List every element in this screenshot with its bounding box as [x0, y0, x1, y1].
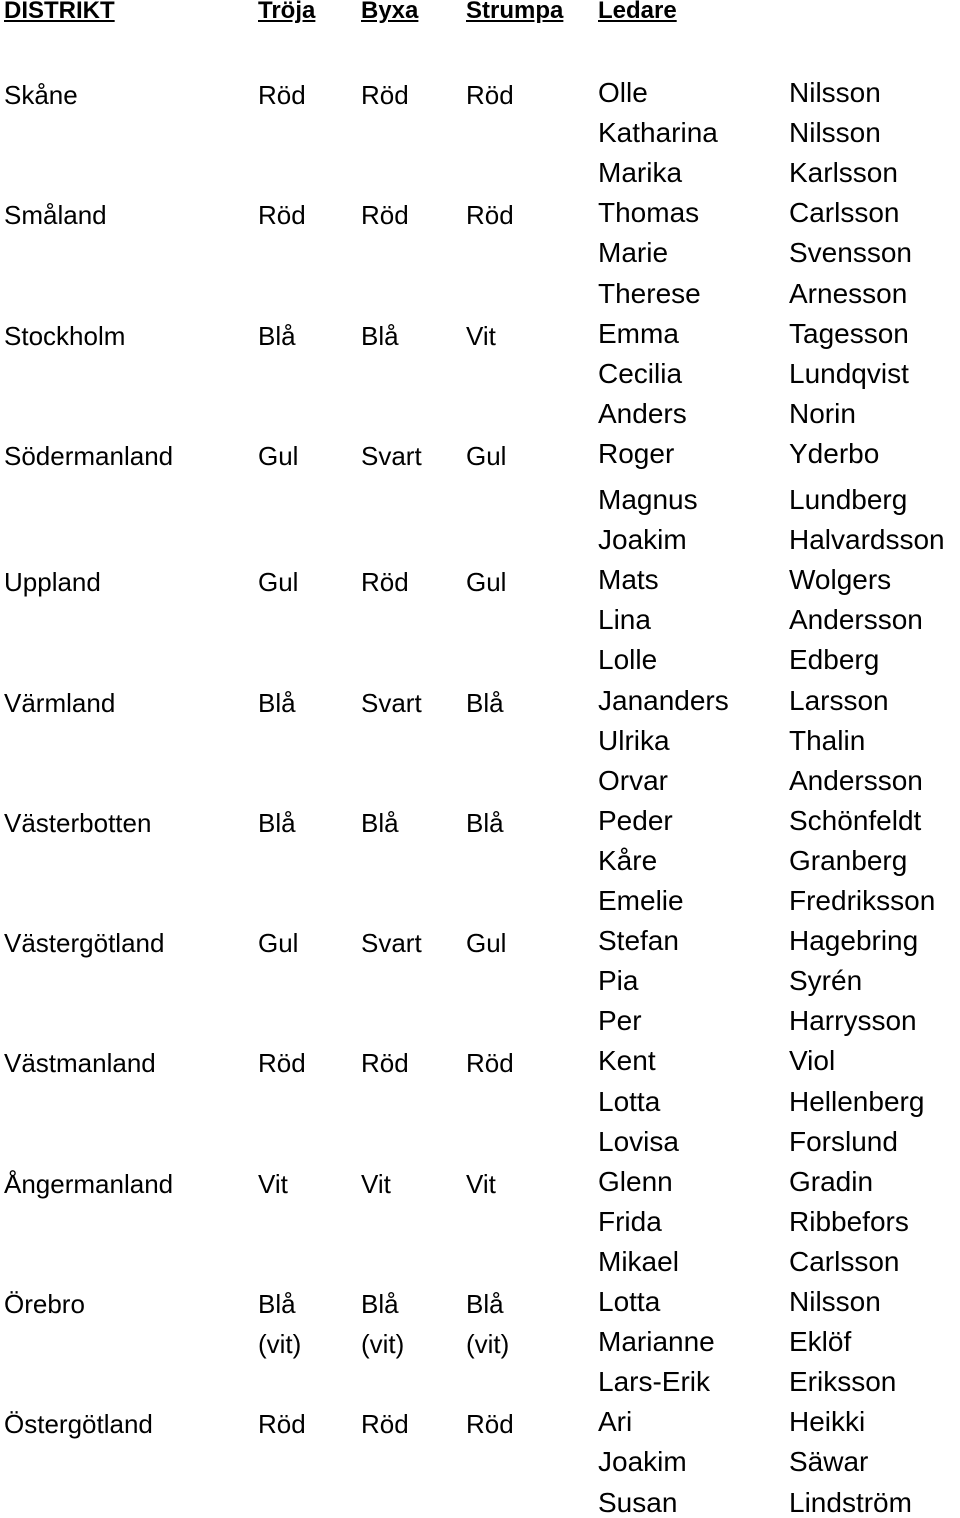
leader-first-name: Cecilia — [598, 358, 683, 389]
leader-last-name: Arnesson — [789, 278, 908, 309]
leader-last-name: Carlsson — [789, 197, 900, 228]
leader-last-name: Andersson — [789, 765, 923, 796]
district-name: Stockholm — [4, 321, 126, 351]
leader-last-name: Andersson — [789, 604, 923, 635]
shirt-color: Blå — [258, 808, 296, 838]
leader-first-name: Orvar — [598, 765, 668, 796]
district-name: Småland — [4, 200, 107, 230]
leader-last-name: Gradin — [789, 1166, 874, 1197]
leader-last-name: Forslund — [789, 1126, 898, 1157]
leader-first-name: Katharina — [598, 117, 718, 148]
shirt-color: Vit — [258, 1169, 288, 1199]
leader-last-name: Lindström — [789, 1487, 912, 1518]
leader-first-name: Peder — [598, 805, 673, 836]
leader-first-name: Stefan — [598, 925, 679, 956]
shirt-color: Gul — [258, 928, 299, 958]
shirt-color: Röd — [258, 1048, 306, 1078]
pants-color: Röd — [361, 1048, 409, 1078]
sock-color: Blå — [466, 688, 504, 718]
leader-first-name: Thomas — [598, 197, 700, 228]
pants-color: Svart — [361, 441, 422, 471]
pants-color: Svart — [361, 928, 422, 958]
shirt-color: Röd — [258, 1409, 306, 1439]
leader-first-name: Glenn — [598, 1166, 673, 1197]
leader-last-name: Nilsson — [789, 117, 881, 148]
leader-last-name: Lundberg — [789, 484, 908, 515]
district-name: Västergötland — [4, 928, 165, 958]
leader-first-name: Lolle — [598, 644, 658, 675]
leader-last-name: Carlsson — [789, 1246, 900, 1277]
leader-last-name: Tagesson — [789, 318, 909, 349]
leader-last-name: Larsson — [789, 685, 889, 716]
leader-first-name: Marianne — [598, 1326, 715, 1357]
leader-first-name: Kåre — [598, 845, 658, 876]
leader-last-name: Fredriksson — [789, 885, 936, 916]
header-sock: Strumpa — [466, 0, 564, 24]
shirt-color: (vit) — [258, 1329, 302, 1359]
leader-last-name: Ribbefors — [789, 1206, 909, 1237]
district-name: Västmanland — [4, 1048, 156, 1078]
leader-first-name: Mats — [598, 564, 659, 595]
leader-last-name: Schönfeldt — [789, 805, 922, 836]
pants-color: Röd — [361, 200, 409, 230]
pants-color: Blå — [361, 808, 399, 838]
leader-first-name: Joakim — [598, 524, 687, 555]
shirt-color: Blå — [258, 1289, 296, 1319]
leader-first-name: Magnus — [598, 484, 698, 515]
leader-last-name: Säwar — [789, 1446, 869, 1477]
sock-color: Vit — [466, 321, 496, 351]
leader-last-name: Eriksson — [789, 1366, 897, 1397]
header-shirt: Tröja — [258, 0, 316, 24]
sock-color: Gul — [466, 928, 507, 958]
leader-last-name: Syrén — [789, 965, 863, 996]
leader-first-name: Lotta — [598, 1086, 661, 1117]
district-name: Örebro — [4, 1289, 85, 1319]
leader-last-name: Thalin — [789, 725, 866, 756]
leader-first-name: Olle — [598, 77, 648, 108]
leader-first-name: Susan — [598, 1487, 678, 1518]
district-name: Västerbotten — [4, 808, 152, 838]
sock-color: (vit) — [466, 1329, 510, 1359]
district-name: Skåne — [4, 80, 78, 110]
pants-color: Röd — [361, 80, 409, 110]
leader-last-name: Karlsson — [789, 157, 898, 188]
pants-color: Blå — [361, 1289, 399, 1319]
header-leader: Ledare — [598, 0, 677, 24]
sock-color: Röd — [466, 80, 514, 110]
leader-first-name: Joakim — [598, 1446, 687, 1477]
leader-last-name: Eklöf — [789, 1326, 852, 1357]
leader-first-name: Therese — [598, 278, 701, 309]
leader-first-name: Per — [598, 1005, 642, 1036]
pants-color: Svart — [361, 688, 422, 718]
leader-last-name: Norin — [789, 398, 856, 429]
leader-first-name: Lars-Erik — [598, 1366, 711, 1397]
district-name: Södermanland — [4, 441, 174, 471]
leader-last-name: Granberg — [789, 845, 908, 876]
leader-first-name: Ari — [598, 1406, 633, 1437]
leader-first-name: Anders — [598, 398, 687, 429]
sock-color: Blå — [466, 1289, 504, 1319]
pants-color: Röd — [361, 567, 409, 597]
leader-last-name: Nilsson — [789, 1286, 881, 1317]
shirt-color: Röd — [258, 200, 306, 230]
sock-color: Röd — [466, 1409, 514, 1439]
sock-color: Röd — [466, 200, 514, 230]
leader-first-name: Emma — [598, 318, 679, 349]
leader-first-name: Lotta — [598, 1286, 661, 1317]
district-name: Värmland — [4, 688, 116, 718]
pants-color: Röd — [361, 1409, 409, 1439]
leader-first-name: Marie — [598, 237, 669, 268]
shirt-color: Röd — [258, 80, 306, 110]
shirt-color: Gul — [258, 567, 299, 597]
leader-last-name: Hagebring — [789, 925, 919, 956]
leader-last-name: Svensson — [789, 237, 912, 268]
leader-first-name: Roger — [598, 438, 675, 469]
header-district: DISTRIKT — [4, 0, 115, 24]
leader-first-name: Jananders — [598, 685, 729, 716]
leader-last-name: Wolgers — [789, 564, 892, 595]
shirt-color: Blå — [258, 321, 296, 351]
leader-last-name: Nilsson — [789, 77, 881, 108]
leader-first-name: Lina — [598, 604, 651, 635]
leader-first-name: Kent — [598, 1045, 656, 1076]
header-pants: Byxa — [361, 0, 419, 24]
sock-color: Gul — [466, 441, 507, 471]
leader-last-name: Lundqvist — [789, 358, 909, 389]
district-name: Östergötland — [4, 1409, 153, 1439]
sock-color: Gul — [466, 567, 507, 597]
leader-last-name: Heikki — [789, 1406, 866, 1437]
shirt-color: Blå — [258, 688, 296, 718]
leader-last-name: Yderbo — [789, 438, 880, 469]
sock-color: Vit — [466, 1169, 496, 1199]
pants-color: Vit — [361, 1169, 391, 1199]
leader-first-name: Ulrika — [598, 725, 670, 756]
leader-last-name: Viol — [789, 1045, 836, 1076]
leader-last-name: Hellenberg — [789, 1086, 925, 1117]
leader-last-name: Edberg — [789, 644, 880, 675]
leader-first-name: Pia — [598, 965, 639, 996]
district-name: Uppland — [4, 567, 101, 597]
leader-first-name: Lovisa — [598, 1126, 679, 1157]
leader-last-name: Harrysson — [789, 1005, 917, 1036]
leader-first-name: Mikael — [598, 1246, 679, 1277]
shirt-color: Gul — [258, 441, 299, 471]
pants-color: (vit) — [361, 1329, 405, 1359]
leader-last-name: Halvardsson — [789, 524, 945, 555]
district-name: Ångermanland — [4, 1169, 174, 1199]
leader-first-name: Emelie — [598, 885, 684, 916]
leader-first-name: Frida — [598, 1206, 662, 1237]
pants-color: Blå — [361, 321, 399, 351]
sock-color: Röd — [466, 1048, 514, 1078]
leader-first-name: Marika — [598, 157, 683, 188]
sock-color: Blå — [466, 808, 504, 838]
